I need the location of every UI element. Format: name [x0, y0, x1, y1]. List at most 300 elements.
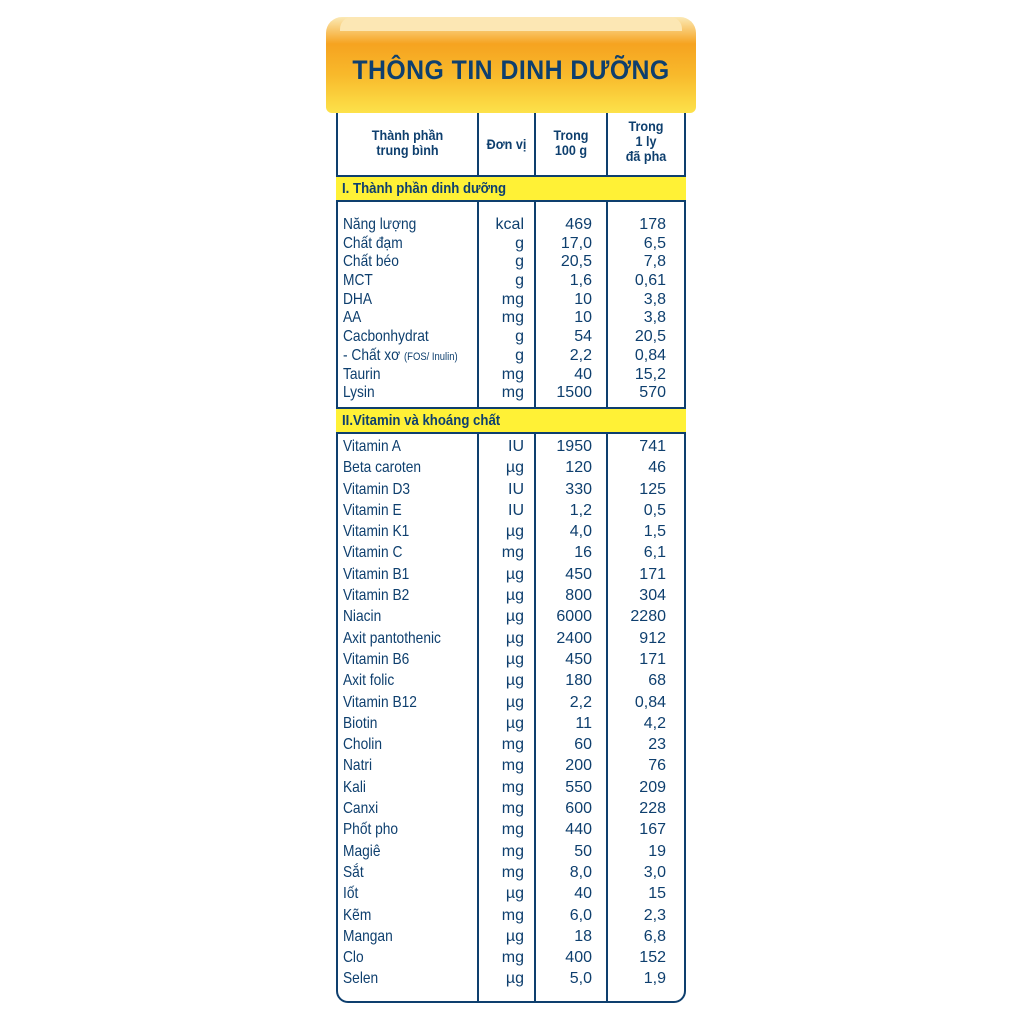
per-100g-cell-text: 5,0: [569, 970, 592, 988]
nutrient-name-text: Vitamin B2: [343, 587, 410, 605]
unit-cell: [506, 692, 524, 713]
nutrient-name-text: Chất đạm: [343, 234, 403, 252]
per-cup-cell-text: 570: [639, 384, 666, 402]
per-100g-cell: [565, 564, 592, 585]
unit-cell-text: µg: [505, 587, 524, 605]
per-cup-cell: [635, 328, 666, 346]
unit-cell: [502, 734, 524, 755]
unit-cell-text: IU: [508, 501, 524, 519]
per-cup-cell-text: 15: [648, 885, 666, 903]
unit-cell: [506, 521, 524, 542]
nutrient-name: [343, 905, 371, 926]
per-100g-cell-text: 16: [574, 544, 592, 562]
per-100g-cell-text: 17,0: [560, 234, 592, 252]
per-100g-cell: [565, 755, 592, 776]
nutrient-name: [343, 819, 398, 840]
per-cup-cell: [648, 755, 666, 776]
nutrient-name: [343, 649, 409, 670]
table-row: [336, 606, 686, 627]
per-cup-cell-text: 0,84: [634, 693, 666, 711]
per-cup-cell-text: 20,5: [634, 328, 666, 346]
nutrient-name-text: Lysin: [343, 384, 375, 402]
per-100g-cell: [570, 500, 592, 521]
per-cup-cell: [639, 479, 666, 500]
per-cup-cell-text: 6,1: [643, 544, 666, 562]
nutrient-name: [343, 384, 375, 402]
nutrient-name: [343, 235, 403, 253]
per-cup-cell-text: 125: [639, 480, 666, 498]
per-cup-cell-text: 912: [639, 629, 666, 647]
per-cup-cell-text: 4,2: [643, 714, 666, 732]
per-cup-cell-text: 1,5: [643, 523, 666, 541]
nutrient-name-text: Clo: [343, 949, 364, 967]
table-row: [336, 500, 686, 521]
nutrient-name-text: MCT: [343, 272, 373, 290]
per-100g-cell-text: 800: [565, 587, 592, 605]
per-100g-cell-text: 469: [565, 216, 592, 233]
per-cup-cell-text: 0,5: [643, 501, 666, 519]
per-100g-cell-text: 450: [565, 650, 592, 668]
nutrient-name-text: AA: [343, 309, 362, 327]
nutrient-name-text: Vitamin C: [343, 544, 403, 562]
unit-cell: [502, 841, 524, 862]
per-100g-cell: [574, 366, 592, 384]
unit-cell: [508, 479, 524, 500]
unit-cell: [506, 883, 524, 904]
table-row: [336, 479, 686, 500]
nutrient-name-text: Natri: [343, 757, 373, 775]
per-100g-cell: [570, 347, 592, 365]
unit-cell-text: g: [515, 328, 524, 346]
per-cup-cell-text: 3,8: [643, 309, 666, 327]
per-100g-cell-text: 6000: [556, 608, 592, 626]
unit-cell: [502, 905, 524, 926]
header-per100: Trong 100 g: [553, 127, 589, 158]
per-cup-cell: [648, 457, 666, 478]
nutrient-name-text: Canxi: [343, 800, 379, 818]
per-100g-cell: [574, 328, 592, 346]
table-row: [336, 564, 686, 585]
per-100g-cell-text: 54: [574, 328, 592, 346]
table-row: [336, 436, 686, 457]
unit-cell-text: mg: [501, 778, 524, 796]
per-cup-cell-text: 209: [639, 778, 666, 796]
nutrient-name: [343, 309, 361, 327]
per-cup-cell: [639, 798, 666, 819]
unit-cell-text: IU: [508, 438, 524, 455]
unit-cell-text: µg: [505, 523, 524, 541]
unit-cell: [506, 670, 524, 691]
nutrient-name-text: Vitamin B12: [343, 693, 417, 711]
per-cup-cell: [648, 670, 666, 691]
per-100g-cell-text: 550: [565, 778, 592, 796]
unit-cell-text: µg: [505, 693, 524, 711]
per-cup-cell: [635, 366, 666, 384]
per-cup-cell: [630, 606, 666, 627]
per-cup-cell: [644, 905, 666, 926]
nutrient-name: [343, 841, 380, 862]
table-row: [336, 457, 686, 478]
unit-cell-text: mg: [501, 906, 524, 924]
unit-cell: [502, 309, 524, 327]
per-100g-cell: [565, 670, 592, 691]
nutrient-name: [343, 755, 372, 776]
table-row: [336, 926, 686, 947]
per-100g-cell: [565, 479, 592, 500]
per-100g-cell: [575, 713, 592, 734]
unit-cell: [506, 926, 524, 947]
per-100g-cell: [570, 862, 592, 883]
per-100g-cell-text: 1,6: [569, 272, 592, 290]
nutrient-name-text: Phốt pho: [343, 821, 399, 839]
per-100g-cell: [574, 926, 592, 947]
per-cup-cell: [644, 542, 666, 563]
unit-cell: [502, 819, 524, 840]
table-row: [336, 384, 686, 403]
table-row: [336, 521, 686, 542]
nutrient-name-text: - Chất xơ: [343, 346, 401, 364]
per-cup-cell: [639, 649, 666, 670]
table-row: [336, 542, 686, 563]
nutrient-name: [343, 606, 381, 627]
nutrient-name-text: Magiê: [343, 842, 381, 860]
nutrient-name-text: Năng lượng: [343, 216, 417, 233]
table-row: [336, 366, 686, 385]
nutrient-name: [343, 692, 417, 713]
nutrient-name: [343, 564, 409, 585]
table-row: [336, 309, 686, 328]
unit-cell-text: mg: [501, 757, 524, 775]
nutrient-name: [343, 670, 394, 691]
per-cup-cell: [639, 216, 666, 234]
table-row: [336, 734, 686, 755]
per-cup-cell: [639, 384, 666, 402]
table-row: [336, 347, 686, 366]
table-row: [336, 291, 686, 310]
nutrient-name-text: Vitamin K1: [343, 523, 410, 541]
header-name: Thành phần trung bình: [371, 127, 444, 158]
per-cup-cell: [635, 347, 666, 365]
unit-cell: [496, 216, 524, 234]
per-100g-cell-text: 20,5: [560, 253, 592, 271]
table-row: [336, 819, 686, 840]
nutrient-name: [343, 328, 429, 346]
unit-cell-text: mg: [501, 384, 524, 402]
per-cup-cell-text: 23: [648, 736, 666, 754]
nutrient-name: [343, 585, 409, 606]
nutrient-name: [343, 798, 378, 819]
per-100g-cell: [574, 883, 592, 904]
unit-cell: [506, 649, 524, 670]
per-cup-cell-text: 741: [639, 438, 666, 455]
nutrient-name-text: DHA: [343, 290, 373, 308]
per-100g-cell-text: 600: [565, 800, 592, 818]
unit-cell: [506, 585, 524, 606]
per-100g-cell-text: 40: [574, 885, 592, 903]
table-row: [336, 253, 686, 272]
nutrient-name-text: Mangan: [343, 927, 393, 945]
nutrient-name: [343, 713, 377, 734]
table-row: [336, 235, 686, 254]
table-row: [336, 713, 686, 734]
unit-cell: [508, 500, 524, 521]
per-cup-cell: [644, 500, 666, 521]
nutrient-name: [343, 947, 364, 968]
per-100g-cell: [556, 436, 592, 457]
unit-cell: [502, 777, 524, 798]
unit-cell-text: µg: [505, 885, 524, 903]
per-100g-cell-text: 200: [565, 757, 592, 775]
unit-cell-text: mg: [501, 800, 524, 818]
nutrient-name: [343, 347, 458, 366]
per-100g-cell: [570, 272, 592, 290]
per-100g-cell-text: 1,2: [569, 501, 592, 519]
per-100g-cell: [574, 309, 592, 327]
unit-cell-text: g: [515, 272, 524, 290]
nutrient-name-text: Cholin: [343, 736, 383, 754]
nutrient-name-text: Iốt: [343, 885, 359, 903]
per-cup-cell: [639, 564, 666, 585]
per-100g-cell-text: 2400: [556, 629, 592, 647]
per-cup-cell: [644, 253, 666, 271]
per-100g-cell: [574, 291, 592, 309]
unit-cell: [506, 628, 524, 649]
unit-cell-text: mg: [501, 821, 524, 839]
nutrient-name: [343, 968, 378, 989]
per-100g-cell: [556, 606, 592, 627]
nutrient-name: [343, 291, 372, 309]
unit-cell: [515, 253, 524, 271]
nutrient-name-text: Cacbonhydrat: [343, 328, 429, 346]
table-row: [336, 649, 686, 670]
nutrient-name: [343, 777, 366, 798]
unit-cell-text: µg: [505, 650, 524, 668]
nutrient-name: [343, 883, 358, 904]
nutrient-name-text: Sắt: [343, 863, 364, 881]
unit-cell-text: µg: [505, 714, 524, 732]
per-100g-cell: [565, 216, 592, 234]
per-100g-cell-text: 18: [574, 927, 592, 945]
per-100g-cell: [570, 692, 592, 713]
unit-cell-text: kcal: [495, 216, 524, 233]
unit-cell: [502, 755, 524, 776]
nutrient-name-text: Vitamin D3: [343, 480, 411, 498]
unit-cell: [515, 235, 524, 253]
unit-cell-text: mg: [501, 736, 524, 754]
per-cup-cell-text: 68: [648, 672, 666, 690]
per-100g-cell: [556, 384, 592, 402]
unit-cell: [506, 564, 524, 585]
nutrient-name-text: Vitamin B1: [343, 565, 410, 583]
per-100g-cell-text: 440: [565, 821, 592, 839]
unit-cell-text: µg: [505, 672, 524, 690]
header-unit: Đơn vị: [486, 136, 527, 152]
per-100g-cell-text: 60: [574, 736, 592, 754]
per-cup-cell: [635, 692, 666, 713]
table-row: [336, 585, 686, 606]
per-cup-cell: [644, 309, 666, 327]
nutrient-name: [343, 862, 364, 883]
unit-cell: [502, 798, 524, 819]
per-cup-cell: [644, 291, 666, 309]
table-row: [336, 692, 686, 713]
per-cup-cell-text: 3,8: [643, 290, 666, 308]
unit-cell-text: IU: [508, 480, 524, 498]
per-100g-cell: [565, 457, 592, 478]
banner-highlight: [340, 17, 682, 31]
unit-cell: [502, 384, 524, 402]
per-cup-cell-text: 7,8: [643, 253, 666, 271]
unit-cell-text: mg: [501, 365, 524, 383]
per-100g-cell-text: 330: [565, 480, 592, 498]
per-100g-cell-text: 450: [565, 565, 592, 583]
per-100g-cell-text: 6,0: [569, 906, 592, 924]
unit-cell: [502, 291, 524, 309]
per-100g-cell-text: 1500: [556, 384, 592, 402]
table-row: [336, 883, 686, 904]
section-rows-vitamins: [336, 436, 686, 990]
nutrient-name: [343, 521, 409, 542]
per-cup-cell-text: 3,0: [643, 863, 666, 881]
per-100g-cell: [565, 585, 592, 606]
nutrient-name: [343, 479, 410, 500]
per-cup-cell-text: 46: [648, 459, 666, 477]
section-rows-nutrients: [336, 216, 686, 403]
nutrient-name-text: Vitamin E: [343, 501, 402, 519]
nutrient-name: [343, 500, 402, 521]
per-cup-cell-text: 19: [648, 842, 666, 860]
per-100g-cell-text: 400: [565, 949, 592, 967]
nutrient-name-text: Axit folic: [343, 672, 395, 690]
per-100g-cell: [570, 968, 592, 989]
per-cup-cell: [644, 235, 666, 253]
per-cup-cell-text: 167: [639, 821, 666, 839]
table-row: [336, 947, 686, 968]
unit-cell: [506, 968, 524, 989]
nutrient-name: [343, 366, 380, 384]
unit-cell: [515, 347, 524, 365]
per-cup-cell: [644, 713, 666, 734]
unit-cell: [515, 328, 524, 346]
unit-cell: [508, 436, 524, 457]
per-100g-cell: [565, 777, 592, 798]
table-row: [336, 798, 686, 819]
unit-cell: [506, 713, 524, 734]
unit-cell-text: µg: [505, 459, 524, 477]
per-cup-cell: [639, 436, 666, 457]
per-100g-cell: [556, 628, 592, 649]
nutrient-note: (FOS/ Inulin): [404, 350, 458, 363]
per-100g-cell-text: 2,2: [569, 693, 592, 711]
per-cup-cell: [644, 968, 666, 989]
unit-cell-text: mg: [501, 863, 524, 881]
nutrient-name-text: Kali: [343, 778, 366, 796]
per-cup-cell-text: 0,61: [634, 272, 666, 290]
unit-cell-text: µg: [505, 565, 524, 583]
per-cup-cell-text: 171: [639, 565, 666, 583]
per-cup-cell: [639, 585, 666, 606]
nutrient-name-text: Kẽm: [343, 906, 372, 924]
per-100g-cell-text: 8,0: [569, 863, 592, 881]
table-row: [336, 670, 686, 691]
per-cup-cell-text: 76: [648, 757, 666, 775]
per-cup-cell-text: 1,9: [643, 970, 666, 988]
unit-cell: [515, 272, 524, 290]
nutrient-name-text: Selen: [343, 970, 379, 988]
nutrient-name: [343, 272, 373, 290]
unit-cell-text: mg: [501, 544, 524, 562]
per-cup-cell-text: 178: [639, 216, 666, 233]
unit-cell-text: mg: [501, 290, 524, 308]
per-cup-cell: [639, 819, 666, 840]
per-cup-cell: [644, 862, 666, 883]
nutrient-name: [343, 734, 382, 755]
per-100g-cell: [561, 253, 592, 271]
per-100g-cell: [561, 235, 592, 253]
per-cup-cell-text: 304: [639, 587, 666, 605]
nutrient-name: [343, 216, 416, 234]
table-row: [336, 755, 686, 776]
nutrient-name-text: Vitamin A: [343, 438, 401, 455]
section-header-vitamins: II.Vitamin và khoáng chất: [336, 407, 686, 434]
per-cup-cell-text: 0,84: [634, 346, 666, 364]
table-row: [336, 272, 686, 291]
nutrient-name: [343, 253, 399, 271]
per-100g-cell-text: 120: [565, 459, 592, 477]
per-cup-cell: [648, 883, 666, 904]
unit-cell: [502, 542, 524, 563]
per-100g-cell: [565, 649, 592, 670]
nutrient-name: [343, 628, 441, 649]
per-cup-cell-text: 15,2: [634, 365, 666, 383]
per-100g-cell: [570, 905, 592, 926]
nutrient-name-text: Taurin: [343, 365, 381, 383]
per-cup-cell-text: 6,8: [643, 927, 666, 945]
per-100g-cell-text: 10: [574, 290, 592, 308]
per-100g-cell-text: 10: [574, 309, 592, 327]
per-cup-cell-text: 6,5: [643, 234, 666, 252]
page-title: THÔNG TIN DINH DƯỠNG: [352, 55, 670, 85]
section-header-nutrients: I. Thành phần dinh dưỡng: [336, 175, 686, 202]
unit-cell-text: µg: [505, 629, 524, 647]
table-row: [336, 628, 686, 649]
nutrient-name-text: Beta caroten: [343, 459, 422, 477]
per-cup-cell: [644, 521, 666, 542]
unit-cell: [502, 366, 524, 384]
unit-cell: [502, 947, 524, 968]
per-100g-cell-text: 50: [574, 842, 592, 860]
unit-cell-text: mg: [501, 309, 524, 327]
per-cup-cell: [639, 628, 666, 649]
unit-cell-text: g: [515, 253, 524, 271]
table-row: [336, 328, 686, 347]
nutrient-name-text: Niacin: [343, 608, 382, 626]
per-cup-cell-text: 171: [639, 650, 666, 668]
per-100g-cell: [574, 841, 592, 862]
unit-cell-text: µg: [505, 608, 524, 626]
per-100g-cell: [574, 542, 592, 563]
nutrient-name-text: Axit pantothenic: [343, 629, 441, 647]
table-row: [336, 968, 686, 989]
nutrient-name-text: Chất béo: [343, 253, 399, 271]
per-100g-cell: [570, 521, 592, 542]
per-cup-cell: [648, 841, 666, 862]
per-cup-cell: [639, 777, 666, 798]
per-cup-cell-text: 2,3: [643, 906, 666, 924]
per-100g-cell-text: 2,2: [569, 346, 592, 364]
table-row: [336, 216, 686, 235]
per-100g-cell: [565, 947, 592, 968]
